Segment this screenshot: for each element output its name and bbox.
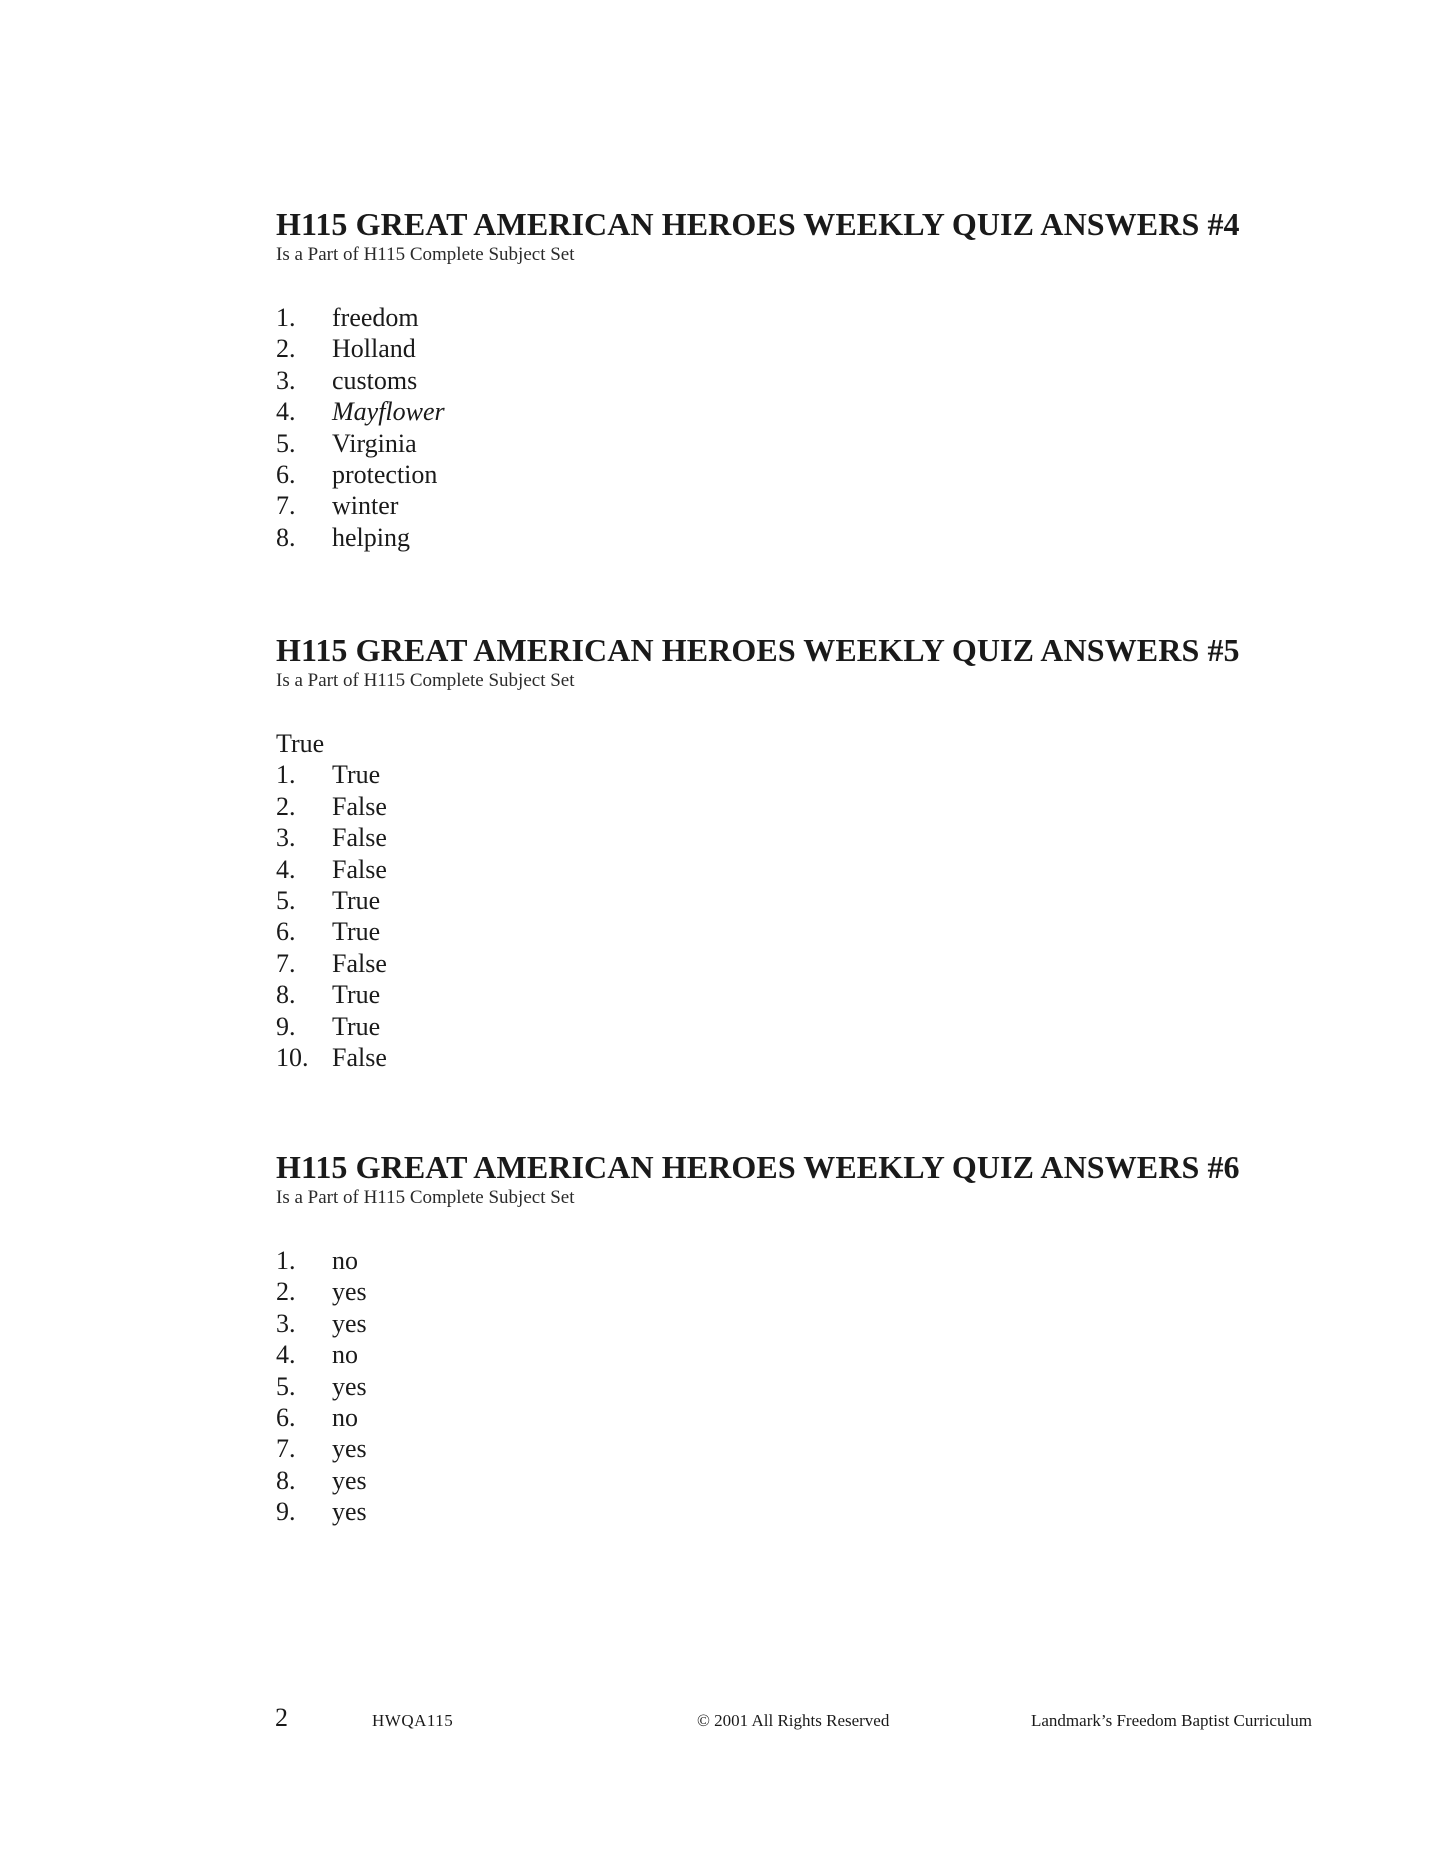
answer-number: 8. <box>276 1465 296 1495</box>
answer-number: 5. <box>276 1371 296 1401</box>
answer-text: helping <box>332 522 410 552</box>
answer-item <box>276 854 1256 885</box>
answer-item <box>276 490 1256 521</box>
answer-item <box>276 302 1256 333</box>
section-title: H115 GREAT AMERICAN HEROES WEEKLY QUIZ ANSWERS #6 <box>276 1149 1240 1185</box>
answer-item <box>276 791 1256 822</box>
answer-item <box>276 1011 1256 1042</box>
answer-number: 6. <box>276 917 296 947</box>
answer-number: 5. <box>276 885 296 915</box>
answer-number: 10. <box>276 1042 309 1072</box>
quiz-answers-section-6 <box>276 1149 1256 1528</box>
answer-item <box>276 822 1256 853</box>
answer-number: 2. <box>276 334 296 364</box>
answer-number: 6. <box>276 459 296 489</box>
answer-text: Mayflower <box>332 397 445 427</box>
answer-item <box>276 916 1256 947</box>
answer-item <box>276 1339 1256 1370</box>
section-title: H115 GREAT AMERICAN HEROES WEEKLY QUIZ ANSWERS #4 <box>276 206 1240 242</box>
answer-number: 7. <box>276 948 296 978</box>
answer-number: 3. <box>276 1308 296 1338</box>
answer-text: yes <box>332 1277 367 1307</box>
answer-item <box>276 979 1256 1010</box>
copyright-notice: © 2001 All Rights Reserved <box>697 1711 890 1730</box>
answer-item <box>276 1276 1256 1307</box>
answer-item <box>276 459 1256 490</box>
answer-text: winter <box>332 491 399 521</box>
answer-text: False <box>332 1042 387 1072</box>
answer-item <box>276 1308 1256 1339</box>
page-footer <box>0 1705 1445 1735</box>
answer-number: 3. <box>276 365 296 395</box>
section-subtitle: Is a Part of H115 Complete Subject Set <box>276 1187 575 1208</box>
answer-number: 7. <box>276 491 296 521</box>
answer-item <box>276 1402 1256 1433</box>
answer-number: 1. <box>276 1246 296 1275</box>
answer-text: True <box>332 917 381 947</box>
answer-item <box>276 1465 1256 1496</box>
answer-number: 6. <box>276 1402 296 1432</box>
answer-list-label: True <box>276 729 325 758</box>
answer-list <box>276 759 1256 1073</box>
answer-text: freedom <box>332 303 419 332</box>
answer-item <box>276 365 1256 396</box>
answer-text: False <box>332 948 387 978</box>
answer-text: True <box>332 885 381 915</box>
answer-number: 8. <box>276 980 296 1010</box>
answer-number: 2. <box>276 1277 296 1307</box>
answer-text: True <box>332 1011 381 1041</box>
answer-text: no <box>332 1340 358 1370</box>
answer-item <box>276 396 1256 427</box>
answer-list <box>276 1245 1256 1528</box>
answer-number: 9. <box>276 1011 296 1041</box>
quiz-answers-section-5 <box>276 632 1256 1073</box>
answer-number: 1. <box>276 303 296 332</box>
answer-number: 5. <box>276 428 296 458</box>
section-subtitle: Is a Part of H115 Complete Subject Set <box>276 244 575 265</box>
answer-number: 4. <box>276 1340 296 1370</box>
answer-text: yes <box>332 1434 367 1464</box>
answer-item <box>276 1042 1256 1073</box>
answer-item <box>276 1496 1256 1527</box>
answer-item <box>276 522 1256 553</box>
answer-text: customs <box>332 365 418 395</box>
document-code: HWQA115 <box>372 1711 454 1730</box>
answer-item <box>276 885 1256 916</box>
answer-text: no <box>332 1402 358 1432</box>
answer-text: no <box>332 1246 358 1275</box>
answer-text: protection <box>332 459 438 489</box>
answer-text: True <box>332 760 381 790</box>
answer-text: yes <box>332 1497 367 1527</box>
answer-text: False <box>332 823 387 853</box>
quiz-answers-section-4 <box>276 206 1256 553</box>
answer-number: 3. <box>276 823 296 853</box>
answer-text: False <box>332 854 387 884</box>
page-number: 2 <box>275 1703 288 1732</box>
answer-item <box>276 333 1256 364</box>
answer-text: yes <box>332 1308 367 1338</box>
answer-number: 4. <box>276 397 296 427</box>
publisher-name: Landmark’s Freedom Baptist Curriculum <box>1031 1711 1312 1730</box>
answer-item <box>276 428 1256 459</box>
answer-text: False <box>332 791 387 821</box>
answer-text: Virginia <box>332 428 417 458</box>
answer-text: Holland <box>332 334 416 364</box>
answer-item <box>276 1371 1256 1402</box>
answer-number: 4. <box>276 854 296 884</box>
answer-item <box>276 948 1256 979</box>
answer-list <box>276 302 1256 553</box>
section-subtitle: Is a Part of H115 Complete Subject Set <box>276 670 575 691</box>
answer-number: 9. <box>276 1497 296 1527</box>
answer-number: 7. <box>276 1434 296 1464</box>
answer-number: 8. <box>276 522 296 552</box>
answer-number: 1. <box>276 760 296 790</box>
section-title: H115 GREAT AMERICAN HEROES WEEKLY QUIZ ANSWERS #5 <box>276 632 1240 668</box>
answer-item <box>276 759 1256 790</box>
answer-text: True <box>332 980 381 1010</box>
answer-item <box>276 1433 1256 1464</box>
answer-number: 2. <box>276 791 296 821</box>
answer-text: yes <box>332 1371 367 1401</box>
answer-text: yes <box>332 1465 367 1495</box>
answer-item <box>276 1245 1256 1276</box>
